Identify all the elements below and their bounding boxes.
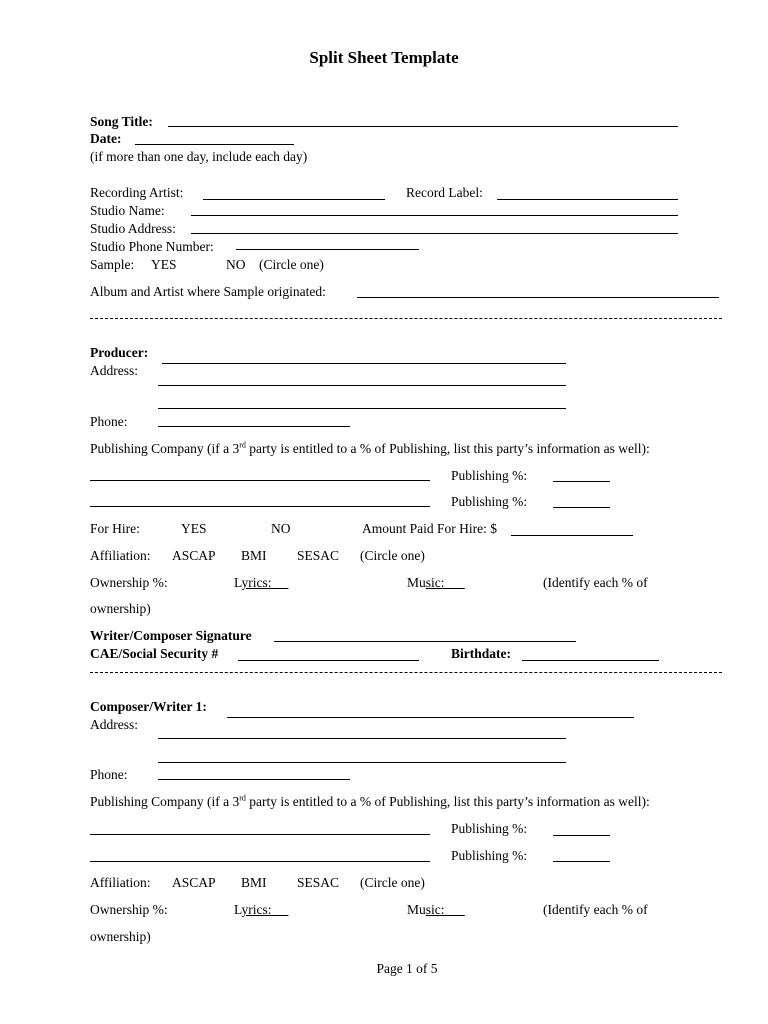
- composer-phone-field[interactable]: [158, 779, 350, 780]
- amount-paid-label: Amount Paid For Hire: $: [362, 521, 497, 536]
- composer-phone-label: Phone:: [90, 767, 128, 782]
- birthdate-label: Birthdate:: [451, 646, 511, 661]
- composer-publishing-pct-field-2[interactable]: [553, 861, 610, 862]
- composer-bmi-option[interactable]: BMI: [241, 875, 267, 890]
- album-sample-field[interactable]: [357, 297, 719, 298]
- producer-ownership-note: ownership): [90, 601, 151, 616]
- producer-publishing-pct-field-2[interactable]: [553, 507, 610, 508]
- sample-circle-note: (Circle one): [259, 257, 324, 272]
- recording-artist-field[interactable]: [203, 199, 385, 200]
- producer-address-label: Address:: [90, 363, 138, 378]
- composer-name-field[interactable]: [227, 717, 634, 718]
- composer-address-field-1[interactable]: [158, 738, 566, 739]
- date-note: (if more than one day, include each day): [90, 149, 308, 164]
- sample-no-option[interactable]: NO: [226, 257, 246, 272]
- song-title-label: Song Title:: [90, 114, 153, 129]
- studio-phone-label: Studio Phone Number:: [90, 239, 214, 254]
- cae-field[interactable]: [238, 660, 419, 661]
- composer-affiliation-label: Affiliation:: [90, 875, 151, 890]
- producer-music-field[interactable]: Music:: [407, 575, 445, 590]
- producer-publishing-company-field-2[interactable]: [90, 506, 430, 507]
- song-title-field[interactable]: [168, 126, 678, 127]
- amount-paid-field[interactable]: [511, 535, 633, 536]
- studio-name-label: Studio Name:: [90, 203, 165, 218]
- date-label: Date:: [90, 131, 122, 146]
- producer-phone-field[interactable]: [158, 426, 350, 427]
- composer-music-field[interactable]: Music:: [407, 902, 445, 917]
- studio-phone-field[interactable]: [236, 249, 419, 250]
- composer-sesac-option[interactable]: SESAC: [297, 875, 340, 890]
- composer-publishing-pct-label-2: Publishing %:: [451, 848, 528, 863]
- producer-ownership-label: Ownership %:: [90, 575, 168, 590]
- composer-publishing-company-field-1[interactable]: [90, 834, 430, 835]
- producer-publishing-pct-field-1[interactable]: [553, 481, 610, 482]
- record-label-label: Record Label:: [406, 185, 483, 200]
- birthdate-field[interactable]: [522, 660, 659, 661]
- composer-publishing-pct-label-1: Publishing %:: [451, 821, 528, 836]
- producer-lyrics-field[interactable]: Lyrics:: [234, 575, 272, 590]
- composer-publishing-company-field-2[interactable]: [90, 861, 430, 862]
- producer-affiliation-label: Affiliation:: [90, 548, 151, 563]
- producer-publishing-pct-label-1: Publishing %:: [451, 468, 528, 483]
- producer-label: Producer:: [90, 345, 149, 360]
- composer-ownership-note: ownership): [90, 929, 151, 944]
- producer-address-field-1[interactable]: [158, 385, 566, 386]
- composer-ownership-label: Ownership %:: [90, 902, 168, 917]
- producer-publishing-company-field-1[interactable]: [90, 480, 430, 481]
- producer-address-field-2[interactable]: [158, 408, 566, 409]
- producer-phone-label: Phone:: [90, 414, 128, 429]
- for-hire-label: For Hire:: [90, 521, 140, 536]
- composer-publishing-pct-field-1[interactable]: [553, 835, 610, 836]
- signature-field[interactable]: [274, 641, 576, 642]
- producer-bmi-option[interactable]: BMI: [241, 548, 267, 563]
- producer-name-field[interactable]: [162, 363, 566, 364]
- composer-label: Composer/Writer 1:: [90, 699, 207, 714]
- composer-identify-note: (Identify each % of: [543, 902, 648, 917]
- producer-identify-note: (Identify each % of: [543, 575, 648, 590]
- section-divider: [90, 672, 722, 673]
- studio-address-field[interactable]: [191, 233, 678, 234]
- date-field[interactable]: [135, 144, 294, 145]
- composer-publishing-company-label: Publishing Company (if a 3rd party is entitled to a % of Publishing, list this party’s information as well):: [90, 793, 650, 809]
- producer-circle-note: (Circle one): [360, 548, 425, 563]
- composer-address-label: Address:: [90, 717, 138, 732]
- producer-sesac-option[interactable]: SESAC: [297, 548, 340, 563]
- signature-label: Writer/Composer Signature: [90, 628, 252, 643]
- page-number: Page 1 of 5: [376, 961, 438, 976]
- album-sample-label: Album and Artist where Sample originated:: [90, 284, 326, 299]
- composer-address-field-2[interactable]: [158, 762, 566, 763]
- sample-yes-option[interactable]: YES: [151, 257, 177, 272]
- for-hire-no-option[interactable]: NO: [271, 521, 291, 536]
- record-label-field[interactable]: [497, 199, 678, 200]
- producer-ascap-option[interactable]: ASCAP: [172, 548, 216, 563]
- sample-label: Sample:: [90, 257, 135, 272]
- composer-lyrics-field[interactable]: Lyrics:: [234, 902, 272, 917]
- composer-ascap-option[interactable]: ASCAP: [172, 875, 216, 890]
- producer-publishing-company-label: Publishing Company (if a 3rd party is entitled to a % of Publishing, list this party’s information as well):: [90, 440, 650, 456]
- recording-artist-label: Recording Artist:: [90, 185, 184, 200]
- section-divider: [90, 318, 722, 319]
- cae-label: CAE/Social Security #: [90, 646, 219, 661]
- composer-circle-note: (Circle one): [360, 875, 425, 890]
- page-title: Split Sheet Template: [309, 48, 459, 67]
- for-hire-yes-option[interactable]: YES: [181, 521, 207, 536]
- studio-name-field[interactable]: [191, 215, 678, 216]
- producer-publishing-pct-label-2: Publishing %:: [451, 494, 528, 509]
- studio-address-label: Studio Address:: [90, 221, 176, 236]
